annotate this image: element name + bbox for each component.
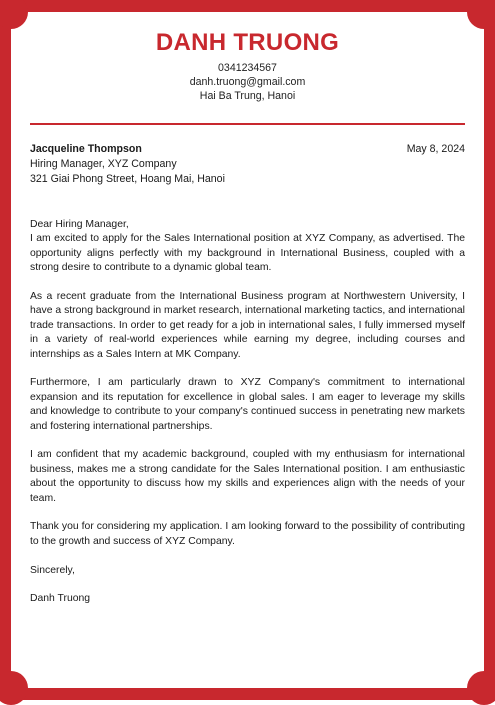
signature: Danh Truong	[30, 593, 91, 605]
sender-phone: 0341234567	[218, 62, 277, 74]
paragraph-4: I am confident that my academic background, coupled with my enthusiasm for international business, makes me a strong candidate for the Sales International position. I am enthusiastic about the opportunity to discuss how my skills and experiences align with the needs of your team.	[30, 449, 465, 504]
closing: Sincerely,	[30, 564, 75, 576]
paragraph-2: As a recent graduate from the International Business program at Northwestern University, I have a strong background in market research, international marketing tactics, and international trade transactions. In order to get ready for a job in international sales, I fully immersed myself in a variety of real-world experiences while earning my degree, including courses and internships as a Sales Intern at MK Company.	[30, 291, 465, 360]
salutation: Dear Hiring Manager,	[30, 219, 129, 230]
paragraph-3: Furthermore, I am particularly drawn to XYZ Company's commitment to international expansion and its reputation for excellence in global sales. I am eager to leverage my skills and knowledge to contribute to your company's continued success in penetrating new markets and fostering international partnerships.	[30, 377, 465, 432]
letter-date: May 8, 2024	[406, 143, 465, 155]
sender-name: DANH TRUONG	[155, 29, 340, 56]
recipient-title: Hiring Manager, XYZ Company	[30, 158, 177, 170]
corner-notch-top-left	[0, 0, 28, 29]
recipient-address: 321 Giai Phong Street, Hoang Mai, Hanoi	[30, 173, 225, 185]
letter-body	[30, 218, 465, 607]
recipient-name: Jacqueline Thompson	[30, 143, 142, 155]
header-divider	[30, 123, 465, 125]
corner-notch-top-right	[467, 0, 495, 29]
sender-address: Hai Ba Trung, Hanoi	[199, 90, 296, 102]
letter-paper	[11, 12, 484, 688]
sender-email: danh.truong@gmail.com	[189, 76, 306, 88]
paragraph-1: I am excited to apply for the Sales International position at XYZ Company, as advertised. The opportunity aligns perfectly with my background in International Business, coupled with a strong desire to contribute to a dynamic global team.	[30, 233, 465, 274]
paragraph-5: Thank you for considering my application. I am looking forward to the possibility of contributing to the growth and success of XYZ Company.	[30, 521, 465, 547]
